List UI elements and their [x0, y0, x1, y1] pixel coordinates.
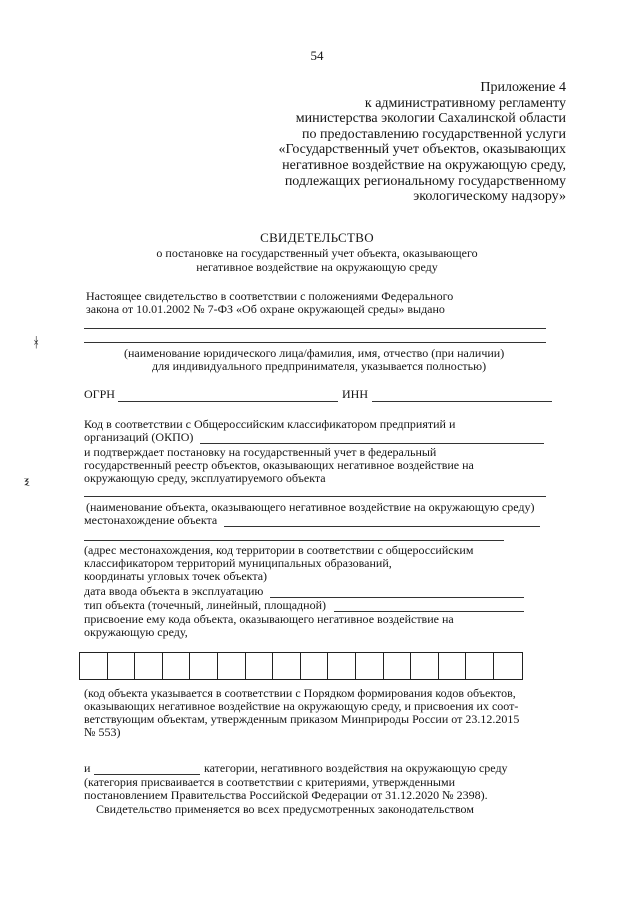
ogrn-label: ОГРН [84, 387, 115, 401]
category-label: категории, негативного воздействия на окружающую среду [204, 761, 508, 775]
appendix-line: Приложение 4 [480, 80, 566, 95]
code-box[interactable] [163, 653, 191, 679]
final-line: Свидетельство применяется во всех предусмотренных законодательством [96, 802, 474, 816]
code-box[interactable] [328, 653, 356, 679]
ogrn-field[interactable] [118, 401, 338, 402]
appendix-line: министерства экологии Сахалинской области [295, 111, 566, 127]
location-field-2[interactable] [84, 540, 504, 541]
code-box[interactable] [218, 653, 246, 679]
appendix-line: «Государственный учет объектов, оказывающих [278, 142, 566, 158]
code-box[interactable] [80, 653, 108, 679]
category-prefix: и [84, 761, 91, 775]
address-hint: (адрес местонахождения, код территории в соответствии с общероссийским [84, 543, 474, 557]
object-name-field[interactable] [84, 496, 546, 497]
location-field[interactable] [224, 526, 540, 527]
code-box[interactable] [301, 653, 329, 679]
code-hint: оказывающих негативное воздействие на окружающую среду, и присвоения их соот- [84, 699, 519, 713]
page-number: 54 [310, 48, 324, 63]
confirm-line: и подтверждает постановку на государственный учет в федеральный [84, 445, 437, 459]
code-hint: № 553) [84, 725, 121, 739]
entity-hint: (наименование юридического лица/фамилия, имя, отчество (при наличии) [124, 346, 505, 360]
address-hint: классификатором территорий муниципальных образований, [84, 556, 392, 570]
commission-label: дата ввода объекта в эксплуатацию [84, 584, 264, 598]
code-box[interactable] [439, 653, 467, 679]
code-hint: ветствующим объектам, утвержденным приказом Минприроды России от 23.12.2015 [84, 712, 520, 726]
appendix-line: по предоставлению государственной услуги [302, 126, 566, 142]
subtitle-line: о постановке на государственный учет объекта, оказывающего [156, 246, 478, 260]
entity-hint: для индивидуального предпринимателя, указывается полностью) [152, 359, 487, 373]
intro-line: закона от 10.01.2002 № 7-ФЗ «Об охране окружающей среды» выдано [86, 302, 445, 316]
margin-mark: ᚼ [32, 336, 41, 351]
code-box[interactable] [494, 653, 522, 679]
code-box[interactable] [466, 653, 494, 679]
appendix-line: к административному регламенту [364, 95, 566, 111]
code-box[interactable] [108, 653, 136, 679]
confirm-line: окружающую среду, эксплуатируемого объекта [84, 471, 326, 485]
category-hint: постановлением Правительства Российской Федерации от 31.12.2020 № 2398). [84, 788, 488, 802]
code-hint: (код объекта указывается в соответствии с Порядком формирования кодов объектов, [84, 686, 516, 700]
appendix-line: подлежащих региональному государственному [284, 173, 566, 189]
appendix-line: экологическому надзору» [413, 189, 566, 205]
code-box[interactable] [384, 653, 412, 679]
recipient-line[interactable] [84, 328, 546, 329]
document-title: СВИДЕТЕЛЬСТВО [260, 230, 374, 245]
location-label: местонахождение объекта [84, 513, 218, 527]
intro-line: Настоящее свидетельство в соответствии с положениями Федерального [86, 289, 454, 303]
okpo-line: Код в соответствии с Общероссийским классификатором предприятий и [84, 417, 456, 431]
document-subtitle [80, 246, 554, 274]
appendix-header [226, 80, 566, 205]
code-box[interactable] [356, 653, 384, 679]
object-code-boxes[interactable] [79, 652, 523, 680]
okpo-line: организаций (ОКПО) [84, 430, 194, 444]
inn-field[interactable] [372, 401, 552, 402]
okpo-field[interactable] [200, 443, 544, 444]
recipient-line[interactable] [84, 342, 546, 343]
code-box[interactable] [246, 653, 274, 679]
code-box[interactable] [273, 653, 301, 679]
subtitle-line: негативное воздействие на окружающую среду [196, 260, 438, 274]
category-hint: (категория присваивается в соответствии с критериями, утвержденными [84, 775, 456, 789]
appendix-line: негативное воздействие на окружающую среду, [282, 157, 566, 173]
type-label: тип объекта (точечный, линейный, площадной) [84, 598, 326, 612]
inn-label: ИНН [342, 387, 368, 401]
confirm-line: государственный реестр объектов, оказывающих негативное воздействие на [84, 458, 474, 472]
address-hint: координаты угловых точек объекта) [84, 569, 268, 583]
code-box[interactable] [190, 653, 218, 679]
code-assign-line: присвоение ему кода объекта, оказывающего негативное воздействие на [84, 612, 454, 626]
object-hint: (наименование объекта, оказывающего негативное воздействие на окружающую среду) [86, 500, 535, 514]
margin-mark: ⲝ [24, 474, 30, 489]
code-box[interactable] [411, 653, 439, 679]
code-assign-line: окружающую среду, [84, 625, 188, 639]
code-box[interactable] [135, 653, 163, 679]
